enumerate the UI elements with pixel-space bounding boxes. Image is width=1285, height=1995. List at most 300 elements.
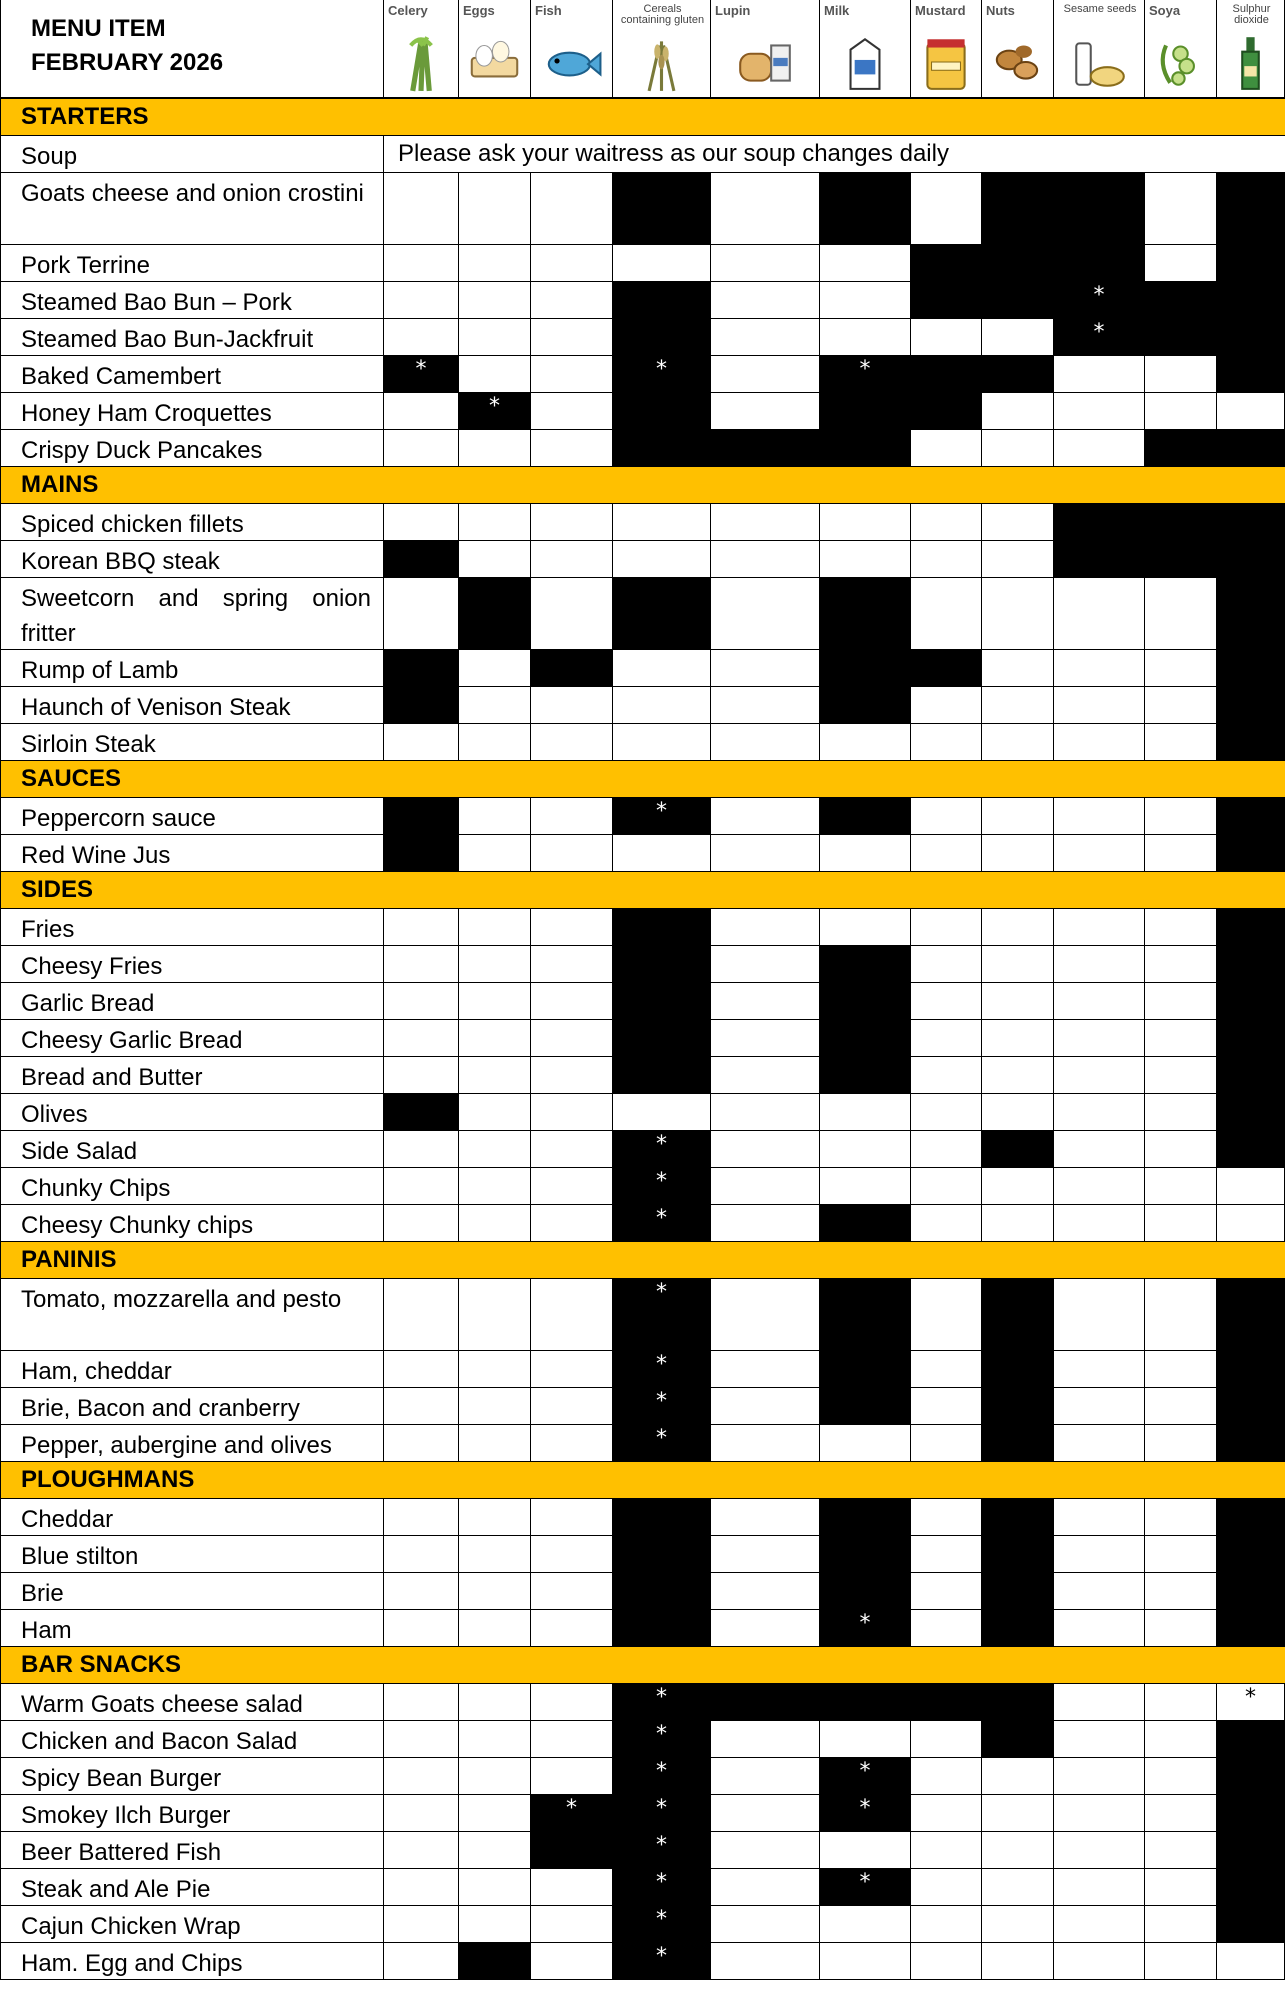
- allergen-cell: [911, 1795, 982, 1832]
- allergen-cell: [459, 173, 531, 245]
- menu-item-label: Blue stilton: [0, 1536, 384, 1573]
- allergen-cell: [1145, 1721, 1217, 1758]
- allergen-cell: [531, 835, 613, 872]
- allergen-cell: [711, 1758, 820, 1795]
- asterisk-mark: *: [656, 1206, 667, 1231]
- allergen-cell: [384, 319, 459, 356]
- allergen-cell: [711, 1020, 820, 1057]
- allergen-cell: [1217, 356, 1285, 393]
- allergen-cell: [1145, 1057, 1217, 1094]
- fish-icon: [531, 31, 612, 93]
- allergen-cell: [1145, 1869, 1217, 1906]
- asterisk-mark: *: [656, 1426, 667, 1451]
- allergen-cell: [820, 393, 911, 430]
- allergen-cell: [911, 1168, 982, 1205]
- allergen-cell: [384, 356, 459, 393]
- allergen-cell: [531, 1388, 613, 1425]
- allergen-cell: [1054, 356, 1145, 393]
- asterisk-mark: *: [656, 1280, 667, 1305]
- allergen-cell: [1145, 835, 1217, 872]
- allergen-cell: [711, 1536, 820, 1573]
- allergen-cell: [911, 541, 982, 578]
- allergen-cell: [1145, 1943, 1217, 1980]
- allergen-cell: [1145, 983, 1217, 1020]
- allergen-cell: [1217, 983, 1285, 1020]
- allergen-cell: [820, 1758, 911, 1795]
- allergen-cell: [1145, 393, 1217, 430]
- allergen-cell: [384, 650, 459, 687]
- allergen-cell: [1054, 393, 1145, 430]
- allergen-cell: [982, 1758, 1054, 1795]
- allergen-cell: [1145, 1832, 1217, 1869]
- allergen-cell: [911, 245, 982, 282]
- allergen-cell: [531, 1205, 613, 1242]
- allergen-cell: [1054, 983, 1145, 1020]
- allergen-cell: [1217, 1721, 1285, 1758]
- allergen-cell: [820, 1499, 911, 1536]
- allergen-cell: [711, 1906, 820, 1943]
- menu-item-label: Ham. Egg and Chips: [0, 1943, 384, 1980]
- allergen-cell: [911, 835, 982, 872]
- allergen-label: Lupin: [715, 3, 751, 18]
- allergen-cell: [531, 173, 613, 245]
- allergen-cell: [384, 1758, 459, 1795]
- menu-item-label: Honey Ham Croquettes: [0, 393, 384, 430]
- allergen-cell: [384, 1094, 459, 1131]
- section-header-sides: SIDES: [0, 872, 1285, 909]
- allergen-cell: [911, 1573, 982, 1610]
- allergen-cell: [711, 1573, 820, 1610]
- allergen-cell: [711, 1721, 820, 1758]
- allergen-cell: [982, 1425, 1054, 1462]
- allergen-cell: [711, 1610, 820, 1647]
- asterisk-mark: *: [656, 1685, 667, 1710]
- asterisk-mark: *: [859, 1759, 871, 1784]
- allergen-cell: [459, 282, 531, 319]
- allergen-cell: [531, 1758, 613, 1795]
- allergen-cell: [982, 1721, 1054, 1758]
- sulphur-dioxide-icon: [1217, 31, 1284, 93]
- allergen-cell: [1054, 1684, 1145, 1721]
- allergen-cell: [1054, 946, 1145, 983]
- asterisk-mark: *: [489, 394, 500, 419]
- allergen-cell: [982, 1205, 1054, 1242]
- title-line-2: FEBRUARY 2026: [31, 49, 224, 76]
- allergen-cell: [531, 1279, 613, 1351]
- allergen-cell: [459, 650, 531, 687]
- allergen-cell: [384, 1573, 459, 1610]
- allergen-cell: [1145, 578, 1217, 650]
- allergen-cell: [1145, 724, 1217, 761]
- allergen-cell: [613, 1758, 711, 1795]
- section-header-sauces: SAUCES: [0, 761, 1285, 798]
- asterisk-mark: *: [656, 1944, 667, 1969]
- allergen-cell: [1054, 319, 1145, 356]
- allergen-cell: [613, 578, 711, 650]
- allergen-cell: [613, 1499, 711, 1536]
- allergen-cell: [1217, 1131, 1285, 1168]
- allergen-cell: [911, 173, 982, 245]
- allergen-cell: [1145, 1388, 1217, 1425]
- allergen-cell: [613, 835, 711, 872]
- menu-item-label: Cheesy Chunky chips: [0, 1205, 384, 1242]
- allergen-cell: [459, 1205, 531, 1242]
- asterisk-mark: *: [656, 1796, 667, 1821]
- allergen-cell: [613, 1832, 711, 1869]
- allergen-cell: [459, 1351, 531, 1388]
- allergen-cell: [820, 319, 911, 356]
- allergen-cell: [1217, 1057, 1285, 1094]
- allergen-cell: [711, 282, 820, 319]
- allergen-cell: [531, 541, 613, 578]
- allergen-cell: [531, 1943, 613, 1980]
- allergen-cell: [1217, 650, 1285, 687]
- allergen-cell: [820, 1943, 911, 1980]
- allergen-cell: [384, 1906, 459, 1943]
- allergen-cell: [982, 430, 1054, 467]
- allergen-cell: [1054, 541, 1145, 578]
- allergen-cell: [459, 1684, 531, 1721]
- asterisk-mark: *: [656, 1169, 667, 1194]
- allergen-cell: [384, 1610, 459, 1647]
- allergen-label: Sulphur dioxide: [1232, 3, 1271, 26]
- allergen-cell: [1217, 946, 1285, 983]
- allergen-label: Fish: [535, 3, 562, 18]
- allergen-cell: [613, 1610, 711, 1647]
- allergen-cell: [613, 356, 711, 393]
- menu-item-label: Garlic Bread: [0, 983, 384, 1020]
- allergen-cell: [982, 946, 1054, 983]
- allergen-cell: [1054, 1536, 1145, 1573]
- allergen-cell: [1145, 1425, 1217, 1462]
- allergen-cell: [911, 1869, 982, 1906]
- menu-item-label: Sirloin Steak: [0, 724, 384, 761]
- section-header-mains: MAINS: [0, 467, 1285, 504]
- soup-note: Please ask your waitress as our soup changes daily: [384, 136, 1285, 173]
- allergen-cell: [1217, 1795, 1285, 1832]
- asterisk-mark: *: [656, 1722, 667, 1747]
- menu-item-label: Beer Battered Fish: [0, 1832, 384, 1869]
- allergen-cell: [459, 1943, 531, 1980]
- allergen-cell: [820, 1721, 911, 1758]
- allergen-cell: [711, 835, 820, 872]
- allergen-label: Milk: [824, 3, 850, 18]
- allergen-cell: [1054, 1499, 1145, 1536]
- allergen-cell: [384, 1020, 459, 1057]
- allergen-cell: [1054, 1758, 1145, 1795]
- asterisk-mark: *: [859, 1796, 871, 1821]
- allergen-cell: [531, 1094, 613, 1131]
- allergen-cell: [1145, 650, 1217, 687]
- allergen-cell: [459, 1536, 531, 1573]
- allergen-cell: [820, 1869, 911, 1906]
- allergen-cell: [613, 687, 711, 724]
- allergen-cell: [459, 1425, 531, 1462]
- allergen-cell: [711, 687, 820, 724]
- allergen-cell: [982, 1057, 1054, 1094]
- allergen-cell: [384, 1684, 459, 1721]
- allergen-cell: [1145, 1499, 1217, 1536]
- allergen-cell: [820, 650, 911, 687]
- allergen-cell: [613, 983, 711, 1020]
- allergen-cell: [1054, 798, 1145, 835]
- allergen-cell: [1217, 1832, 1285, 1869]
- allergen-cell: [711, 724, 820, 761]
- allergen-cell: [911, 909, 982, 946]
- allergen-cell: [711, 1131, 820, 1168]
- menu-item-label: Ham: [0, 1610, 384, 1647]
- allergen-cell: [384, 1943, 459, 1980]
- allergen-cell: [982, 1869, 1054, 1906]
- allergen-cell: [711, 1832, 820, 1869]
- allergen-cell: [820, 798, 911, 835]
- allergen-cell: [1217, 245, 1285, 282]
- allergen-cell: [911, 1094, 982, 1131]
- allergen-cell: [982, 724, 1054, 761]
- asterisk-mark: *: [1093, 283, 1105, 308]
- allergen-cell: [459, 946, 531, 983]
- lupin-icon: [711, 31, 819, 93]
- allergen-cell: [1145, 282, 1217, 319]
- allergen-cell: [1054, 1869, 1145, 1906]
- allergen-cell: [1145, 1684, 1217, 1721]
- allergen-cell: [1217, 1573, 1285, 1610]
- allergen-cell: [1145, 1205, 1217, 1242]
- allergen-cell: [531, 1351, 613, 1388]
- allergen-cell: [711, 1279, 820, 1351]
- menu-item-label: Brie, Bacon and cranberry: [0, 1388, 384, 1425]
- menu-item-label: Soup: [0, 136, 384, 173]
- allergen-cell: [613, 430, 711, 467]
- allergen-cell: [711, 1057, 820, 1094]
- allergen-cell: [911, 1205, 982, 1242]
- allergen-cell: [384, 1131, 459, 1168]
- allergen-cell: [459, 1758, 531, 1795]
- allergen-cell: [982, 1610, 1054, 1647]
- allergen-cell: [1217, 687, 1285, 724]
- allergen-cell: [911, 1684, 982, 1721]
- allergen-cell: [613, 1721, 711, 1758]
- allergen-cell: [711, 541, 820, 578]
- allergen-cell: [384, 1205, 459, 1242]
- asterisk-mark: *: [656, 1352, 667, 1377]
- allergen-cell: [911, 319, 982, 356]
- allergen-cell: [384, 282, 459, 319]
- section-header-paninis: PANINIS: [0, 1242, 1285, 1279]
- allergen-cell: [1217, 909, 1285, 946]
- allergen-cell: [613, 245, 711, 282]
- allergen-cell: [1217, 430, 1285, 467]
- allergen-cell: [531, 1832, 613, 1869]
- allergen-cell: [1217, 1020, 1285, 1057]
- allergen-cell: [384, 393, 459, 430]
- menu-item-label: Warm Goats cheese salad: [0, 1684, 384, 1721]
- allergen-cell: [711, 578, 820, 650]
- allergen-cell: [911, 282, 982, 319]
- allergen-cell: [1217, 1869, 1285, 1906]
- allergen-cell: [911, 1721, 982, 1758]
- allergen-cell: [911, 1758, 982, 1795]
- allergen-cell: [613, 1131, 711, 1168]
- allergen-cell: [1217, 1425, 1285, 1462]
- allergen-cell: [1217, 1388, 1285, 1425]
- allergen-header-fish: [531, 0, 613, 99]
- menu-item-label: Cheddar: [0, 1499, 384, 1536]
- allergen-cell: [384, 1832, 459, 1869]
- allergen-cell: [982, 650, 1054, 687]
- allergen-cell: [911, 798, 982, 835]
- allergen-cell: [1145, 173, 1217, 245]
- allergen-cell: [531, 1684, 613, 1721]
- allergen-cell: [911, 983, 982, 1020]
- allergen-cell: [384, 1499, 459, 1536]
- asterisk-mark: *: [656, 1389, 667, 1414]
- allergen-cell: [1145, 541, 1217, 578]
- allergen-cell: [531, 798, 613, 835]
- allergen-cell: [1217, 1279, 1285, 1351]
- cereals-icon: [613, 31, 710, 93]
- allergen-cell: [613, 1684, 711, 1721]
- allergen-cell: [1054, 1906, 1145, 1943]
- allergen-cell: [1217, 1094, 1285, 1131]
- allergen-cell: [1145, 356, 1217, 393]
- allergen-cell: [820, 1131, 911, 1168]
- allergen-cell: [911, 650, 982, 687]
- allergen-cell: [711, 393, 820, 430]
- allergen-cell: [613, 1279, 711, 1351]
- menu-item-label: Haunch of Venison Steak: [0, 687, 384, 724]
- allergen-cell: [613, 393, 711, 430]
- asterisk-mark: *: [415, 357, 427, 382]
- allergen-cell: [1145, 1168, 1217, 1205]
- celery-icon: [384, 31, 458, 93]
- allergen-cell: [384, 946, 459, 983]
- allergen-cell: [1054, 1020, 1145, 1057]
- allergen-cell: [982, 393, 1054, 430]
- allergen-cell: [613, 504, 711, 541]
- allergen-cell: [711, 983, 820, 1020]
- allergen-cell: [1054, 1351, 1145, 1388]
- menu-item-label: Cheesy Garlic Bread: [0, 1020, 384, 1057]
- allergen-cell: [384, 1536, 459, 1573]
- asterisk-mark: *: [656, 1833, 667, 1858]
- allergen-cell: [820, 1684, 911, 1721]
- allergen-cell: [711, 1499, 820, 1536]
- allergen-cell: [459, 1573, 531, 1610]
- allergen-header-mustard: [911, 0, 982, 99]
- allergen-cell: [982, 1020, 1054, 1057]
- menu-item-label: Spicy Bean Burger: [0, 1758, 384, 1795]
- allergen-cell: [531, 578, 613, 650]
- allergen-cell: [384, 504, 459, 541]
- allergen-label: Cereals containing gluten: [620, 3, 705, 26]
- asterisk-mark: *: [859, 357, 871, 382]
- allergen-cell: [911, 1943, 982, 1980]
- allergen-cell: [982, 1536, 1054, 1573]
- allergen-cell: [911, 1351, 982, 1388]
- allergen-cell: [531, 1906, 613, 1943]
- allergen-cell: [613, 1536, 711, 1573]
- allergen-cell: [982, 1943, 1054, 1980]
- menu-item-label: Fries: [0, 909, 384, 946]
- allergen-cell: [1217, 724, 1285, 761]
- asterisk-mark: *: [656, 1870, 667, 1895]
- allergen-cell: [613, 1869, 711, 1906]
- allergen-cell: [531, 650, 613, 687]
- sesame-icon: [1054, 31, 1144, 93]
- allergen-cell: [711, 1094, 820, 1131]
- menu-item-label: Pepper, aubergine and olives: [0, 1425, 384, 1462]
- allergen-cell: [1054, 1610, 1145, 1647]
- allergen-cell: [459, 1721, 531, 1758]
- allergen-cell: [911, 1536, 982, 1573]
- allergen-cell: [820, 504, 911, 541]
- allergen-cell: [1145, 687, 1217, 724]
- allergen-cell: [459, 909, 531, 946]
- allergen-cell: [1054, 724, 1145, 761]
- section-header-starters: STARTERS: [0, 99, 1285, 136]
- allergen-cell: [820, 1573, 911, 1610]
- menu-item-label: Smokey Ilch Burger: [0, 1795, 384, 1832]
- allergen-cell: [982, 798, 1054, 835]
- allergen-cell: [711, 245, 820, 282]
- allergen-cell: [459, 1906, 531, 1943]
- allergen-cell: [384, 245, 459, 282]
- allergen-cell: [711, 798, 820, 835]
- allergen-cell: [613, 1020, 711, 1057]
- allergen-cell: [531, 319, 613, 356]
- asterisk-mark: *: [1093, 320, 1105, 345]
- allergen-cell: [820, 541, 911, 578]
- allergen-cell: [1145, 245, 1217, 282]
- section-header-ploughmans: PLOUGHMANS: [0, 1462, 1285, 1499]
- allergen-cell: [531, 1610, 613, 1647]
- allergen-cell: [1054, 1573, 1145, 1610]
- allergen-cell: [820, 909, 911, 946]
- allergen-cell: [613, 1205, 711, 1242]
- allergen-cell: [384, 835, 459, 872]
- allergen-cell: [911, 1131, 982, 1168]
- menu-item-label: Steak and Ale Pie: [0, 1869, 384, 1906]
- allergen-cell: [613, 1425, 711, 1462]
- allergen-cell: [459, 1057, 531, 1094]
- allergen-cell: [820, 282, 911, 319]
- allergen-cell: [820, 1536, 911, 1573]
- menu-item-label: Cajun Chicken Wrap: [0, 1906, 384, 1943]
- allergen-cell: [820, 430, 911, 467]
- allergen-cell: [982, 1131, 1054, 1168]
- allergen-cell: [1145, 946, 1217, 983]
- allergen-cell: [711, 1168, 820, 1205]
- allergen-cell: [459, 1168, 531, 1205]
- allergen-cell: [1145, 1536, 1217, 1573]
- allergen-cell: [711, 1869, 820, 1906]
- allergen-cell: [1217, 1684, 1285, 1721]
- allergen-cell: [820, 1425, 911, 1462]
- allergen-cell: [711, 1795, 820, 1832]
- allergen-cell: [1054, 504, 1145, 541]
- allergen-cell: [1217, 541, 1285, 578]
- allergen-cell: [1054, 1425, 1145, 1462]
- allergen-cell: [531, 1721, 613, 1758]
- allergen-cell: [531, 983, 613, 1020]
- allergen-cell: [982, 1684, 1054, 1721]
- allergen-cell: [531, 282, 613, 319]
- allergen-cell: [531, 1168, 613, 1205]
- allergen-cell: [1145, 1610, 1217, 1647]
- allergen-cell: [982, 835, 1054, 872]
- allergen-cell: [982, 356, 1054, 393]
